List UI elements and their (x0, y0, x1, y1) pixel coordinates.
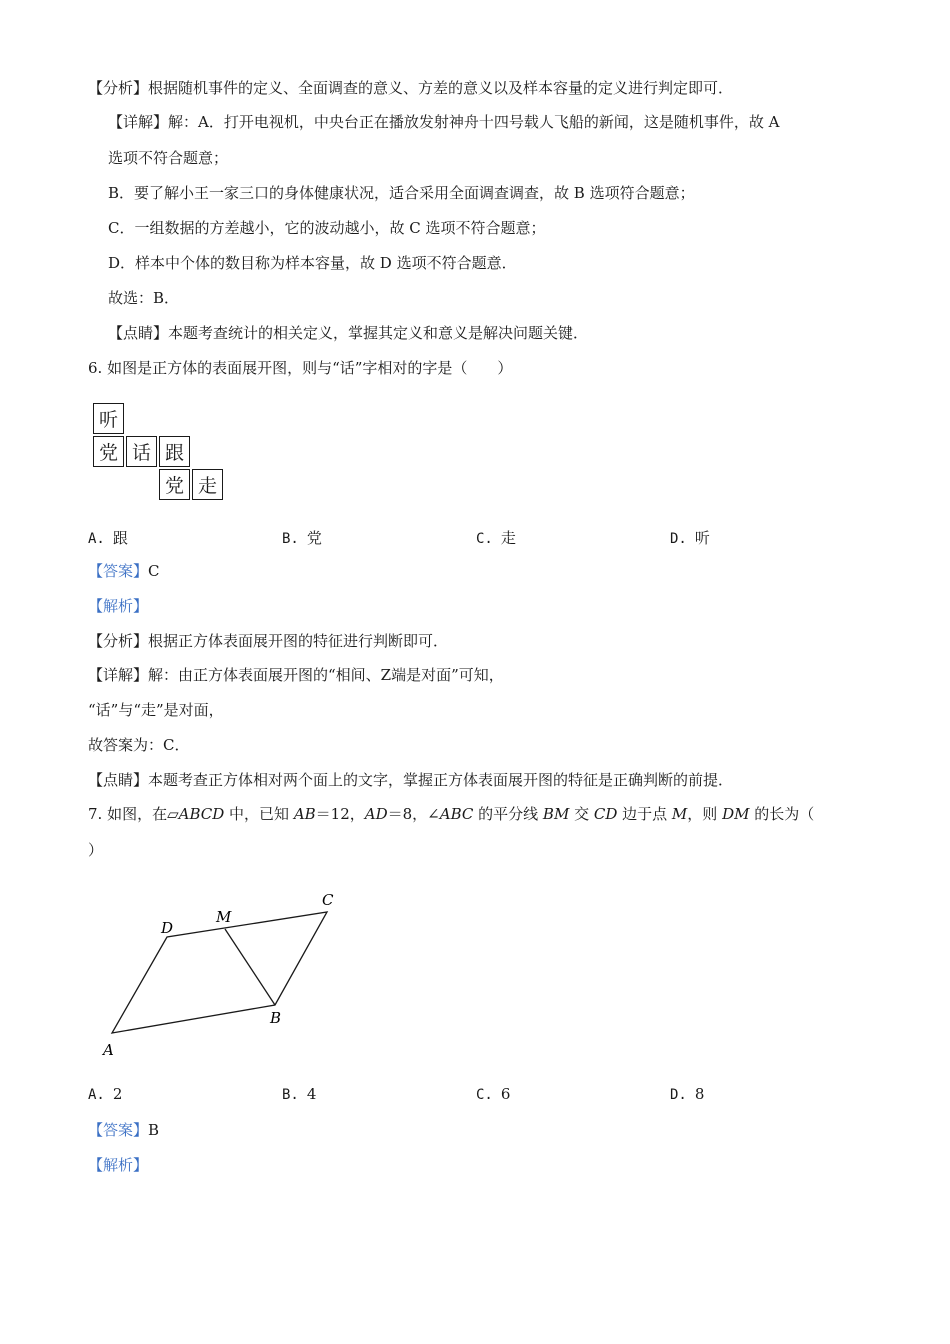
q7-option-a: A. 2 (88, 1085, 123, 1103)
q7-stem-line2: ） (88, 841, 104, 859)
point-label-c: C (322, 891, 334, 909)
segment-bm (225, 929, 275, 1005)
q6-option-a: A. 跟 (88, 529, 128, 547)
point-label-d: D (161, 919, 174, 937)
point-label-m: M (216, 908, 232, 926)
point-label-a: A (103, 1041, 114, 1059)
q5-detail-line2: 选项不符合题意； (108, 149, 229, 167)
q6-answer: 【答案】C (88, 562, 160, 580)
q6-comment: 【点睛】本题考查正方体相对两个面上的文字，掌握正方体表面展开图的特征是正确判断的前提． (88, 771, 734, 789)
q5-detail-b: B．要了解小王一家三口的身体健康状况，适合采用全面调查调查，故 B 选项符合题意； (108, 184, 695, 202)
q6-detail-line1: 【详解】解：由正方体表面展开图的“相间、Z端是对面”可知， (88, 666, 504, 684)
q6-detail-line2: “话”与“走”是对面， (88, 701, 224, 719)
q6-jiexi: 【解析】 (88, 597, 149, 615)
q6-option-c: C. 走 (476, 529, 516, 547)
q7-option-c: C. 6 (476, 1085, 511, 1103)
q5-detail-d: D．样本中个体的数目称为样本容量，故 D 选项不符合题意． (108, 254, 517, 272)
q7-jiexi: 【解析】 (88, 1156, 149, 1174)
q6-option-b: B. 党 (282, 529, 322, 547)
net-cell-2: 党 (93, 436, 124, 467)
parallelogram-abcd (112, 912, 327, 1033)
q7-stem: 7. 如图，在▱ABCD 中，已知 AB＝12，AD＝8，∠ABC 的平分线 BM 交 CD 边于点 M，则 DM 的长为（ (88, 805, 815, 823)
net-cell-6: 走 (192, 469, 223, 500)
q7-option-d: D. 8 (670, 1085, 705, 1103)
q5-detail-line1: 【详解】解：A．打开电视机，中央台正在播放发射神舟十四号载人飞船的新闻，这是随机事件，故 A (108, 113, 780, 131)
q6-stem: 6. 如图是正方体的表面展开图，则与“话”字相对的字是（ ） (88, 359, 513, 377)
q5-choose: 故选：B． (108, 289, 180, 307)
net-cell-1: 听 (93, 403, 124, 434)
q6-detail-line3: 故答案为：C． (88, 736, 190, 754)
cube-net-figure (93, 403, 228, 503)
q7-answer: 【答案】B (88, 1121, 160, 1139)
q5-detail-c: C．一组数据的方差越小，它的波动越小，故 C 选项不符合题意； (108, 219, 546, 237)
net-cell-4: 跟 (159, 436, 190, 467)
point-label-b: B (270, 1009, 282, 1027)
q6-analysis: 【分析】根据正方体表面展开图的特征进行判断即可． (88, 632, 449, 650)
net-cell-5: 党 (159, 469, 190, 500)
q7-option-b: B. 4 (282, 1085, 317, 1103)
q6-option-d: D. 听 (670, 529, 710, 547)
parallelogram-figure (95, 885, 355, 1065)
q5-comment: 【点睛】本题考查统计的相关定义，掌握其定义和意义是解决问题关键． (108, 324, 589, 342)
q5-analysis: 【分析】根据随机事件的定义、全面调查的意义、方差的意义以及样本容量的定义进行判定即可． (88, 79, 734, 97)
net-cell-3: 话 (126, 436, 157, 467)
